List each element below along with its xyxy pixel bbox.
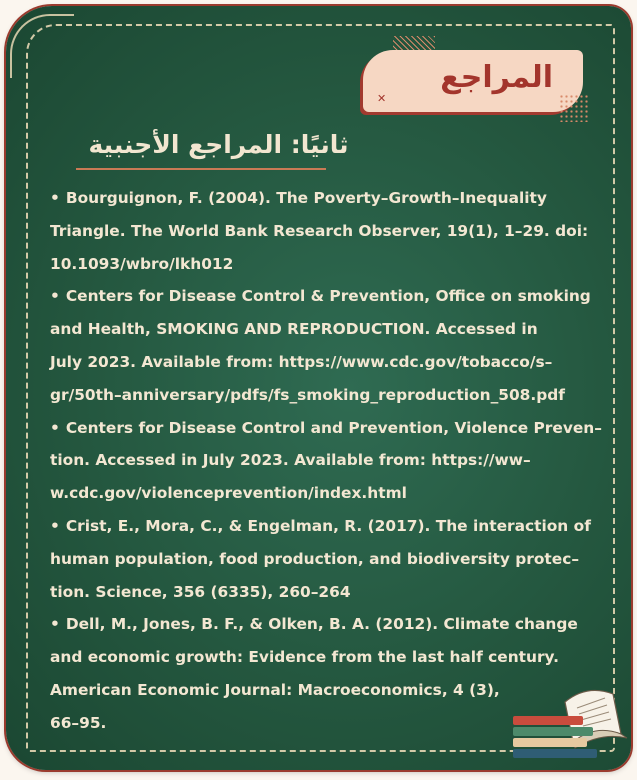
book [513, 738, 587, 747]
reference-item: • Bourguignon, F. (2004). The Poverty–Growth–Inequality Triangle. The World Bank Research Observer, 19(1), 1–29. doi: 10.1093/wbro/lkh012 [50, 189, 589, 273]
reference-item: • Centers for Disease Control and Prevention, Violence Preven– tion. Accessed in July 2023. Available from: https://ww– w.cdc.gov/violenceprevention/index.html [50, 418, 602, 503]
chalkboard-panel [6, 6, 631, 770]
reference-text: Crist, E., Mora, C., & Engelman, R. (2017). The interaction of human population, food production, and biodiversity protec– tion. Science, 356 (6335), 260–264 [50, 516, 591, 601]
reference-text: Centers for Disease Control & Prevention, Office on smoking and Health, SMOKING AND REPRODUCTION. Accessed in July 2023. Available from: https://www.cdc.gov/tobacco/s– gr/50th–anniversary/pdfs/fs_smoking_reproduction_508.pdf [50, 287, 591, 404]
books-illustration [517, 680, 635, 776]
reference-text: Dell, M., Jones, B. F., & Olken, B. A. (2012). Climate change and economic growth: Evidence from the last half century. American Economic Journal: Macroeconomics, 4 (3), 66–95. [50, 615, 578, 732]
reference-item: • Centers for Disease Control & Prevention, Office on smoking and Health, SMOKING AND REPRODUCTION. Accessed in July 2023. Available from: https://www.cdc.gov/tobacco/s– gr/50th–anniversary/pdfs/fs_smoking_reproduction_508.pdf [50, 287, 591, 404]
page-title: المراجع [440, 60, 553, 95]
book [513, 749, 597, 758]
book [513, 727, 593, 736]
book [513, 716, 583, 725]
dot-grid-decoration [559, 94, 589, 122]
book-stack-icon [513, 714, 599, 758]
reference-item: • Crist, E., Mora, C., & Engelman, R. (2017). The interaction of human population, food production, and biodiversity protec– tion. Science, 356 (6335), 260–264 [50, 516, 591, 601]
x-mark-icon: ✕ [377, 92, 387, 105]
reference-list [50, 182, 602, 740]
reference-text: Bourguignon, F. (2004). The Poverty–Growth–Inequality Triangle. The World Bank Research Observer, 19(1), 1–29. doi: 10.1093/wbro/lkh012 [50, 189, 589, 273]
reference-item: • Dell, M., Jones, B. F., & Olken, B. A. (2012). Climate change and economic growth: Evidence from the last half century. American Economic Journal: Macroeconomics, 4 (3), 66–95. [50, 615, 578, 732]
corner-decoration [10, 14, 74, 78]
heading-underline [76, 168, 326, 170]
reference-text: Centers for Disease Control and Prevention, Violence Preven– tion. Accessed in July 2023. Available from: https://ww– w.cdc.gov/violenceprevention/index.html [50, 418, 602, 503]
title-tag [363, 50, 583, 112]
section-heading: ثانيًا: المراجع الأجنبية [88, 130, 349, 159]
